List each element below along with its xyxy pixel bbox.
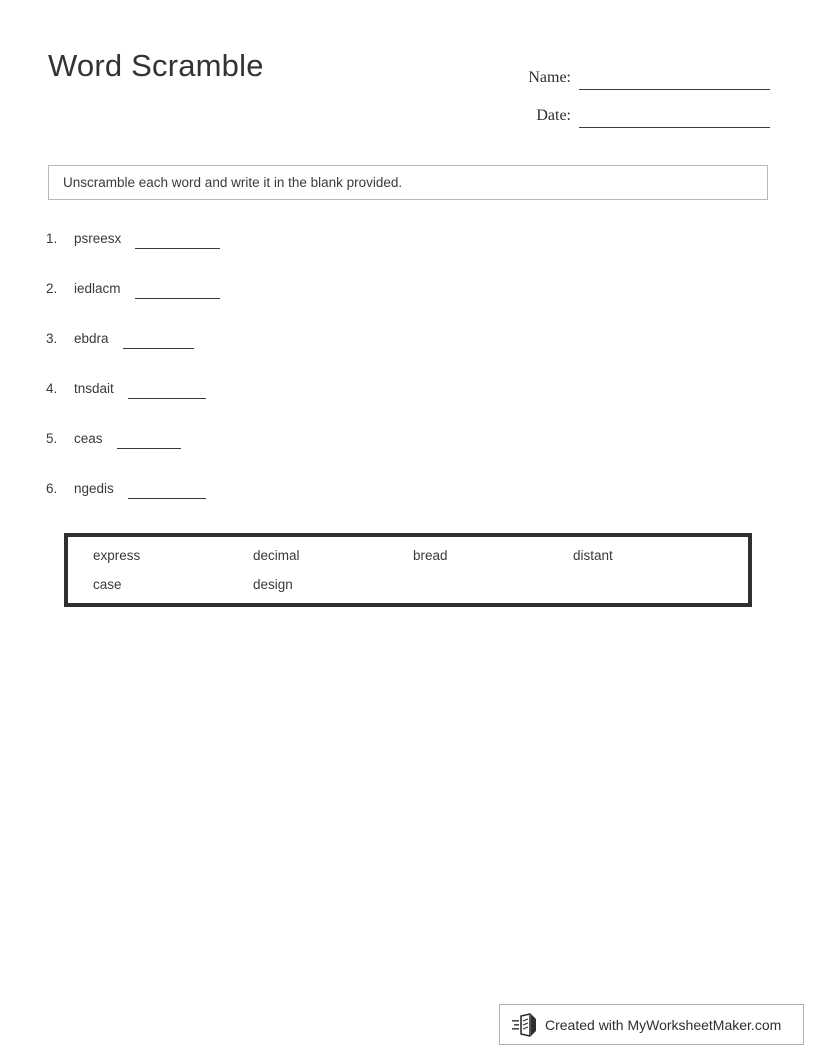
name-field-label: Name: bbox=[528, 69, 571, 86]
word-bank-word: express bbox=[93, 548, 141, 563]
date-field-input[interactable] bbox=[579, 107, 770, 128]
item-number: 1. bbox=[46, 231, 58, 246]
word-bank-word bbox=[413, 577, 573, 606]
word-bank-row bbox=[93, 577, 748, 606]
instruction-box bbox=[48, 165, 768, 200]
word-bank-inner-frame bbox=[67, 536, 749, 604]
list-item bbox=[46, 431, 546, 481]
scrambled-word: ngedis bbox=[74, 481, 114, 496]
word-bank-word: bread bbox=[413, 548, 448, 563]
date-field-label: Date: bbox=[536, 107, 571, 124]
worksheet-maker-logo-icon bbox=[512, 1013, 538, 1037]
name-field-row bbox=[500, 52, 770, 90]
item-number: 5. bbox=[46, 431, 58, 446]
answer-blank[interactable] bbox=[135, 281, 220, 299]
item-number: 4. bbox=[46, 381, 58, 396]
date-field-row bbox=[500, 90, 770, 128]
answer-blank[interactable] bbox=[128, 381, 206, 399]
answer-blank[interactable] bbox=[117, 431, 181, 449]
instruction-text: Unscramble each word and write it in the blank provided. bbox=[63, 175, 403, 190]
scrambled-word: ebdra bbox=[74, 331, 109, 346]
answer-blank[interactable] bbox=[135, 231, 220, 249]
list-item bbox=[46, 281, 546, 331]
footer-badge[interactable] bbox=[499, 1004, 804, 1045]
name-field-input[interactable] bbox=[579, 69, 770, 90]
name-date-block bbox=[500, 52, 770, 128]
footer-text: Created with MyWorksheetMaker.com bbox=[545, 1016, 782, 1033]
word-bank-word: design bbox=[253, 577, 293, 592]
list-item bbox=[46, 481, 546, 531]
item-number: 6. bbox=[46, 481, 58, 496]
word-bank-word: distant bbox=[573, 548, 613, 563]
word-bank-word: case bbox=[93, 577, 122, 592]
word-bank-word bbox=[573, 577, 733, 606]
page-title: Word Scramble bbox=[48, 48, 264, 83]
item-number: 3. bbox=[46, 331, 58, 346]
word-bank-row bbox=[93, 548, 748, 577]
scrambled-word: tnsdait bbox=[74, 381, 114, 396]
word-bank bbox=[64, 533, 752, 607]
answer-blank[interactable] bbox=[128, 481, 206, 499]
scrambled-word: ceas bbox=[74, 431, 103, 446]
scrambled-word: psreesx bbox=[74, 231, 122, 246]
list-item bbox=[46, 381, 546, 431]
list-item bbox=[46, 231, 546, 281]
item-number: 2. bbox=[46, 281, 58, 296]
scramble-list bbox=[46, 231, 546, 531]
scrambled-word: iedlacm bbox=[74, 281, 121, 296]
answer-blank[interactable] bbox=[123, 331, 194, 349]
word-bank-word: decimal bbox=[253, 548, 300, 563]
list-item bbox=[46, 331, 546, 381]
